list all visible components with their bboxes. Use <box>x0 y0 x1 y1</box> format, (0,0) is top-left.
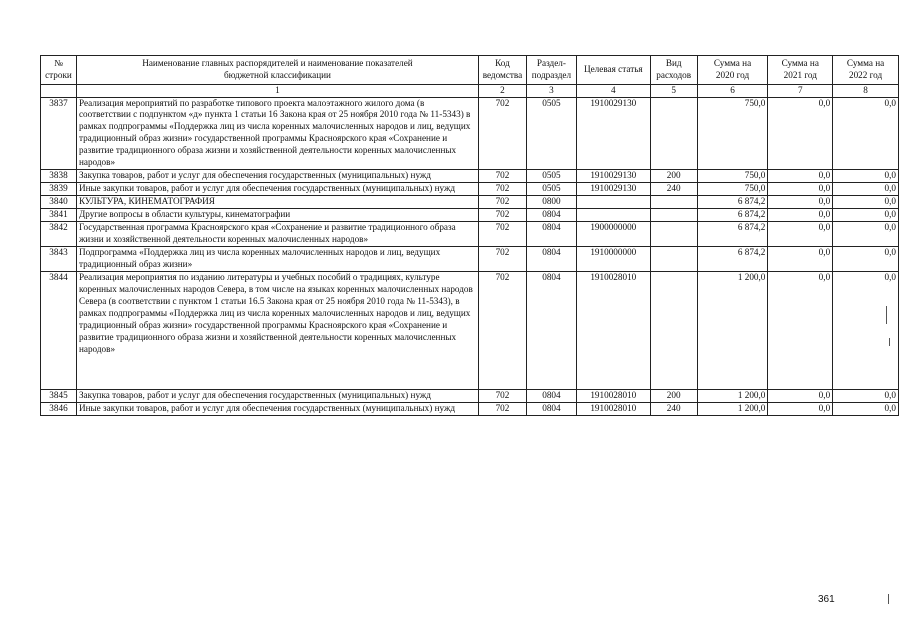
row-name: Подпрограмма «Поддержка лиц из числа коренных малочисленных народов и лиц, ведущих традиционный образ жизни» <box>76 246 478 271</box>
column-number: 6 <box>697 85 768 98</box>
sum-2021: 0,0 <box>768 389 833 402</box>
budget-table-sheet <box>40 55 899 416</box>
row-number: 3838 <box>41 170 77 183</box>
row-name: Другие вопросы в области культуры, кинематографии <box>76 209 478 222</box>
sum-2020: 6 874,2 <box>697 246 768 271</box>
table-row <box>41 170 899 183</box>
section-code: 0804 <box>526 402 576 415</box>
table-row <box>41 389 899 402</box>
sum-2022: 0,0 <box>833 196 899 209</box>
section-code: 0505 <box>526 170 576 183</box>
header-expense-type: Вид расходов <box>650 56 697 85</box>
column-number: 3 <box>526 85 576 98</box>
expense-type-code <box>650 196 697 209</box>
header-row <box>41 56 899 85</box>
row-number: 3840 <box>41 196 77 209</box>
expense-type-code <box>650 97 697 170</box>
target-item-code <box>576 209 650 222</box>
section-code: 0804 <box>526 209 576 222</box>
target-item-code: 1910028010 <box>576 389 650 402</box>
sum-2022: 0,0 <box>833 183 899 196</box>
column-number: 5 <box>650 85 697 98</box>
column-number: 2 <box>478 85 526 98</box>
target-item-code: 1910000000 <box>576 246 650 271</box>
scan-mark <box>889 338 890 346</box>
row-name: Государственная программа Красноярского края «Сохранение и развитие традиционного образа жизни и хозяйственной деятельности коренных малочисленных народов» <box>76 222 478 247</box>
expense-type-code <box>650 222 697 247</box>
header-department-code: Код ведомства <box>478 56 526 85</box>
sum-2020: 6 874,2 <box>697 222 768 247</box>
section-code: 0505 <box>526 183 576 196</box>
sum-2021: 0,0 <box>768 402 833 415</box>
sum-2022: 0,0 <box>833 271 899 389</box>
row-name: Иные закупки товаров, работ и услуг для обеспечения государственных (муниципальных) нужд <box>76 402 478 415</box>
target-item-code: 1910028010 <box>576 271 650 389</box>
scan-mark <box>888 594 889 604</box>
header-name: Наименование главных распорядителей и наименование показателей бюджетной классификации <box>76 56 478 85</box>
table-row <box>41 97 899 170</box>
header-target-item: Целевая статья <box>576 56 650 85</box>
target-item-code: 1910029130 <box>576 183 650 196</box>
row-number: 3843 <box>41 246 77 271</box>
expense-type-code: 200 <box>650 170 697 183</box>
sum-2022: 0,0 <box>833 389 899 402</box>
target-item-code: 1910029130 <box>576 170 650 183</box>
department-code: 702 <box>478 97 526 170</box>
row-number: 3841 <box>41 209 77 222</box>
header-sum-2020: Сумма на 2020 год <box>697 56 768 85</box>
row-number: 3846 <box>41 402 77 415</box>
column-number: 1 <box>76 85 478 98</box>
expense-type-code: 240 <box>650 183 697 196</box>
sum-2020: 750,0 <box>697 97 768 170</box>
row-name: Закупка товаров, работ и услуг для обеспечения государственных (муниципальных) нужд <box>76 389 478 402</box>
expense-type-code: 240 <box>650 402 697 415</box>
sum-2022: 0,0 <box>833 402 899 415</box>
table-row <box>41 222 899 247</box>
sum-2022: 0,0 <box>833 170 899 183</box>
page-number: 361 <box>818 594 835 605</box>
sum-2020: 750,0 <box>697 183 768 196</box>
row-number: 3837 <box>41 97 77 170</box>
budget-table <box>40 55 899 416</box>
section-code: 0505 <box>526 97 576 170</box>
department-code: 702 <box>478 402 526 415</box>
section-code: 0804 <box>526 222 576 247</box>
expense-type-code: 200 <box>650 389 697 402</box>
row-number: 3842 <box>41 222 77 247</box>
sum-2022: 0,0 <box>833 209 899 222</box>
row-name: Иные закупки товаров, работ и услуг для обеспечения государственных (муниципальных) нужд <box>76 183 478 196</box>
sum-2021: 0,0 <box>768 97 833 170</box>
section-code: 0804 <box>526 246 576 271</box>
table-row <box>41 196 899 209</box>
sum-2021: 0,0 <box>768 246 833 271</box>
expense-type-code <box>650 209 697 222</box>
table-row <box>41 402 899 415</box>
sum-2020: 1 200,0 <box>697 389 768 402</box>
section-code: 0800 <box>526 196 576 209</box>
row-number: 3845 <box>41 389 77 402</box>
department-code: 702 <box>478 222 526 247</box>
header-row-number: № строки <box>41 56 77 85</box>
sum-2022: 0,0 <box>833 246 899 271</box>
sum-2021: 0,0 <box>768 170 833 183</box>
scan-mark <box>886 306 887 324</box>
column-number: 7 <box>768 85 833 98</box>
sum-2022: 0,0 <box>833 97 899 170</box>
department-code: 702 <box>478 389 526 402</box>
sum-2020: 1 200,0 <box>697 271 768 389</box>
table-row <box>41 271 899 389</box>
header-section: Раздел- подраздел <box>526 56 576 85</box>
row-number: 3839 <box>41 183 77 196</box>
sum-2020: 6 874,2 <box>697 209 768 222</box>
column-number: 8 <box>833 85 899 98</box>
department-code: 702 <box>478 170 526 183</box>
row-name: Закупка товаров, работ и услуг для обеспечения государственных (муниципальных) нужд <box>76 170 478 183</box>
sum-2021: 0,0 <box>768 271 833 389</box>
department-code: 702 <box>478 271 526 389</box>
header-sum-2021: Сумма на 2021 год <box>768 56 833 85</box>
table-row <box>41 246 899 271</box>
header-sum-2022: Сумма на 2022 год <box>833 56 899 85</box>
sum-2021: 0,0 <box>768 222 833 247</box>
table-row <box>41 209 899 222</box>
row-name: Реализация мероприятия по изданию литературы и учебных пособий о традициях, культуре коренных малочисленных народов Севера, в том числе на языках коренных малочисленных народов Севера (в соответствии с пунктом 1 статьи 16.5 Закона края от 25 ноября 2010 года № 11-5343), в рамках подпрограммы «Поддержка лиц из числа коренных малочисленных народов и лиц, ведущих традиционный образ жизни» государственной программы Красноярского края «Сохранение и развитие традиционного образа жизни и хозяйственной деятельности коренных малочисленных народов» <box>76 271 478 389</box>
department-code: 702 <box>478 209 526 222</box>
expense-type-code <box>650 246 697 271</box>
column-number <box>41 85 77 98</box>
sum-2021: 0,0 <box>768 209 833 222</box>
column-number-row <box>41 85 899 98</box>
row-name: КУЛЬТУРА, КИНЕМАТОГРАФИЯ <box>76 196 478 209</box>
target-item-code <box>576 196 650 209</box>
row-number: 3844 <box>41 271 77 389</box>
target-item-code: 1900000000 <box>576 222 650 247</box>
department-code: 702 <box>478 196 526 209</box>
department-code: 702 <box>478 183 526 196</box>
target-item-code: 1910028010 <box>576 402 650 415</box>
sum-2020: 6 874,2 <box>697 196 768 209</box>
sum-2022: 0,0 <box>833 222 899 247</box>
sum-2020: 1 200,0 <box>697 402 768 415</box>
sum-2020: 750,0 <box>697 170 768 183</box>
expense-type-code <box>650 271 697 389</box>
row-name: Реализация мероприятий по разработке типового проекта малоэтажного жилого дома (в соответствии с подпунктом «д» пункта 1 статьи 16 Закона края от 25 ноября 2010 года № 11-5343) в рамках подпрограммы «Поддержка лиц из числа коренных малочисленных народов и лиц, ведущих традиционный образ жизни» государственной программы Красноярского края «Сохранение и развитие традиционного образа жизни и хозяйственной деятельности коренных малочисленных народов» <box>76 97 478 170</box>
sum-2021: 0,0 <box>768 196 833 209</box>
section-code: 0804 <box>526 271 576 389</box>
column-number: 4 <box>576 85 650 98</box>
sum-2021: 0,0 <box>768 183 833 196</box>
target-item-code: 1910029130 <box>576 97 650 170</box>
department-code: 702 <box>478 246 526 271</box>
section-code: 0804 <box>526 389 576 402</box>
table-row <box>41 183 899 196</box>
